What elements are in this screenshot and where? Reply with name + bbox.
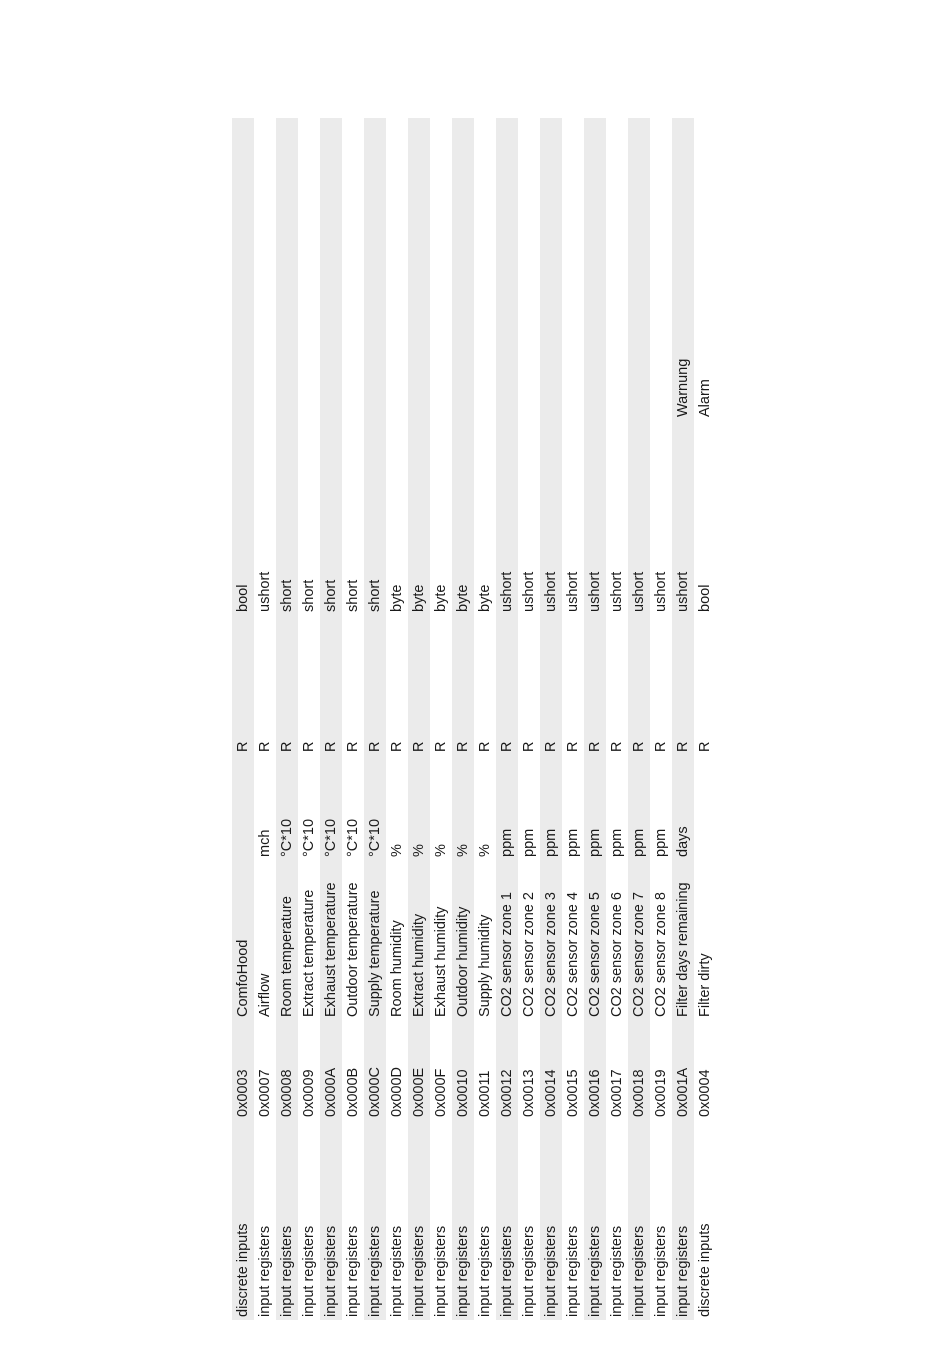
note-cell [232,417,254,420]
unit-cell: ppm [565,828,581,857]
unit-cell: °C*10 [345,818,361,857]
table-row [672,118,694,1320]
table-row [606,118,628,1320]
parameter-name-cell: Filter dirty [697,953,713,1017]
note-cell [408,417,430,420]
datatype-cell: short [345,579,361,612]
register-type-cell: discrete inputs [697,1223,713,1317]
note-cell [364,417,386,420]
datatype-cell: byte [455,584,471,612]
table-row [342,118,364,1320]
access-cell: R [411,741,427,752]
unit-cell: % [455,844,471,857]
note-cell [584,417,606,420]
datatype-cell: byte [477,584,493,612]
unit-cell: % [477,844,493,857]
access-cell: R [279,741,295,752]
unit-cell: days [675,826,691,857]
table-row [276,118,298,1320]
table-row [408,118,430,1320]
datatype-cell: ushort [257,571,273,612]
access-cell: R [389,741,405,752]
note-cell [540,417,562,420]
access-cell: R [543,741,559,752]
register-type-cell: input registers [631,1225,647,1317]
parameter-name-cell: Airflow [257,973,273,1017]
unit-cell: % [433,844,449,857]
access-cell: R [675,741,691,752]
note-cell [650,417,672,420]
parameter-name-cell: Supply temperature [367,890,383,1017]
table-row [518,118,540,1320]
access-cell: R [521,741,537,752]
unit-cell: % [389,844,405,857]
parameter-name-cell: CO2 sensor zone 4 [565,892,581,1017]
datatype-cell: bool [697,584,713,612]
unit-cell: ppm [521,828,537,857]
unit-cell: ppm [543,828,559,857]
register-type-cell: input registers [301,1225,317,1317]
unit-cell: °C*10 [367,818,383,857]
register-type-cell: input registers [323,1225,339,1317]
access-cell: R [433,741,449,752]
access-cell: R [345,741,361,752]
register-type-cell: input registers [609,1225,625,1317]
register-table [232,118,716,1320]
table-row [496,118,518,1320]
address-cell: 0x0011 [477,1070,493,1117]
parameter-name-cell: CO2 sensor zone 3 [543,892,559,1017]
table-row [430,118,452,1320]
datatype-cell: byte [411,584,427,612]
access-cell: R [609,741,625,752]
address-cell: 0x0003 [235,1069,251,1117]
register-type-cell: input registers [675,1225,691,1317]
unit-cell: °C*10 [279,818,295,857]
parameter-name-cell: CO2 sensor zone 2 [521,892,537,1017]
address-cell: 0x0015 [565,1069,581,1117]
note-cell [518,417,540,420]
access-cell: R [455,741,471,752]
datatype-cell: ushort [521,571,537,612]
register-type-cell: input registers [455,1225,471,1317]
parameter-name-cell: ComfoHood [235,939,251,1017]
datatype-cell: ushort [631,571,647,612]
register-type-cell: input registers [389,1225,405,1317]
parameter-name-cell: Supply humidity [477,914,493,1017]
address-cell: 0x000B [345,1067,361,1117]
address-cell: 0x0016 [587,1069,603,1117]
datatype-cell: short [279,579,295,612]
access-cell: R [499,741,515,752]
note-cell [276,417,298,420]
address-cell: 0x000F [433,1068,449,1117]
note-cell [628,417,650,420]
access-cell: R [587,741,603,752]
table-row [298,118,320,1320]
parameter-name-cell: Filter days remaining [675,882,691,1017]
note-cell [606,417,628,420]
note-cell [474,417,496,420]
register-type-cell: input registers [543,1225,559,1317]
register-type-cell: input registers [653,1225,669,1317]
parameter-name-cell: CO2 sensor zone 8 [653,892,669,1017]
address-cell: 0x000A [323,1067,339,1117]
address-cell: 0x000D [389,1067,405,1117]
datatype-cell: ushort [609,571,625,612]
note-cell [562,417,584,420]
register-type-cell: input registers [279,1225,295,1317]
address-cell: 0x0009 [301,1069,317,1117]
access-cell: R [653,741,669,752]
unit-cell: ppm [609,828,625,857]
unit-cell: ppm [631,828,647,857]
address-cell: 0x0018 [631,1069,647,1117]
register-type-cell: input registers [411,1225,427,1317]
datatype-cell: byte [433,584,449,612]
parameter-name-cell: Exhaust humidity [433,906,449,1017]
parameter-name-cell: Extract humidity [411,913,427,1017]
access-cell: R [301,741,317,752]
register-type-cell: input registers [257,1225,273,1317]
datatype-cell: ushort [653,571,669,612]
address-cell: 0x0014 [543,1069,559,1117]
address-cell: 0x0010 [455,1069,471,1117]
address-cell: 0x0004 [697,1069,713,1117]
datatype-cell: short [323,579,339,612]
address-cell: 0x0007 [257,1069,273,1117]
unit-cell: ppm [587,828,603,857]
table-row [650,118,672,1320]
access-cell: R [697,741,713,752]
parameter-name-cell: CO2 sensor zone 5 [587,892,603,1017]
note-cell [452,417,474,420]
register-type-cell: input registers [433,1225,449,1317]
address-cell: 0x0019 [653,1069,669,1117]
unit-cell: % [411,844,427,857]
address-cell: 0x0013 [521,1069,537,1117]
table-row [232,118,254,1320]
access-cell: R [235,741,251,752]
datatype-cell: short [301,579,317,612]
parameter-name-cell: Room temperature [279,896,295,1017]
table-row [320,118,342,1320]
address-cell: 0x0012 [499,1069,515,1117]
parameter-name-cell: Outdoor humidity [455,906,471,1017]
parameter-name-cell: CO2 sensor zone 7 [631,892,647,1017]
table-row [364,118,386,1320]
register-type-cell: input registers [587,1225,603,1317]
datatype-cell: ushort [499,571,515,612]
unit-cell: ppm [653,828,669,857]
parameter-name-cell: Outdoor temperature [345,882,361,1017]
unit-cell [694,857,716,860]
access-cell: R [565,741,581,752]
address-cell: 0x001A [675,1067,691,1117]
datatype-cell: ushort [675,571,691,612]
access-cell: R [367,741,383,752]
parameter-name-cell: CO2 sensor zone 1 [499,892,515,1017]
note-cell: Warnung [675,358,691,417]
table-row [386,118,408,1320]
note-cell [430,417,452,420]
note-cell: Alarm [697,379,713,417]
table-row [254,118,276,1320]
datatype-cell: ushort [543,571,559,612]
note-cell [320,417,342,420]
register-type-cell: input registers [345,1225,361,1317]
table-row [584,118,606,1320]
address-cell: 0x0008 [279,1069,295,1117]
access-cell: R [631,741,647,752]
register-type-cell: input registers [367,1225,383,1317]
datatype-cell: ushort [565,571,581,612]
access-cell: R [257,741,273,752]
access-cell: R [323,741,339,752]
note-cell [298,417,320,420]
parameter-name-cell: Room humidity [389,920,405,1017]
unit-cell: °C*10 [301,818,317,857]
datatype-cell: short [367,579,383,612]
address-cell: 0x0017 [609,1069,625,1117]
table-row [562,118,584,1320]
register-type-cell: input registers [565,1225,581,1317]
unit-cell: °C*10 [323,818,339,857]
table-row [628,118,650,1320]
parameter-name-cell: CO2 sensor zone 6 [609,892,625,1017]
note-cell [496,417,518,420]
datatype-cell: bool [235,584,251,612]
datatype-cell: ushort [587,571,603,612]
unit-cell [232,857,254,860]
datatype-cell: byte [389,584,405,612]
access-cell: R [477,741,493,752]
register-type-cell: input registers [521,1225,537,1317]
unit-cell: mch [257,829,273,857]
table-row [452,118,474,1320]
table-row [694,118,716,1320]
table-row [540,118,562,1320]
register-type-cell: input registers [477,1225,493,1317]
parameter-name-cell: Extract temperature [301,889,317,1017]
parameter-name-cell: Exhaust temperature [323,882,339,1017]
note-cell [342,417,364,420]
table-row [474,118,496,1320]
register-type-cell: discrete inputs [235,1223,251,1317]
note-cell [386,417,408,420]
address-cell: 0x000C [367,1067,383,1117]
address-cell: 0x000E [411,1067,427,1117]
register-type-cell: input registers [499,1225,515,1317]
unit-cell: ppm [499,828,515,857]
note-cell [254,417,276,420]
